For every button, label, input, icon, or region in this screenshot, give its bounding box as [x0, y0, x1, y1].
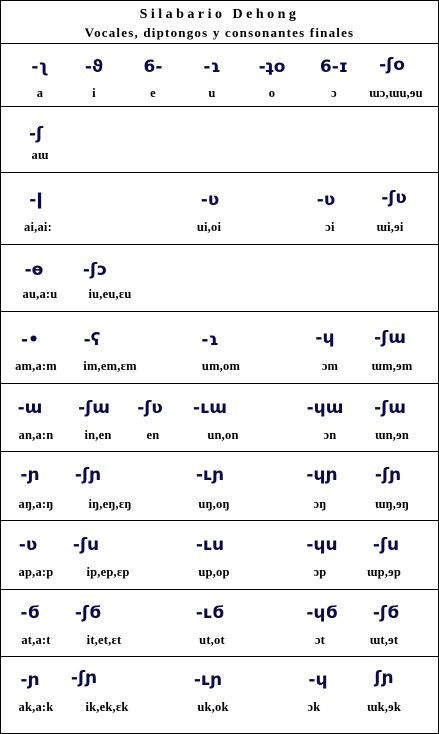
glyph: -ʋ	[18, 535, 38, 555]
row-divider	[0, 172, 439, 173]
glyph: -ɯ	[17, 398, 43, 418]
syllable-label: u	[208, 86, 216, 100]
row-divider	[0, 451, 439, 452]
syllable-label: o	[268, 86, 276, 100]
glyph: -ʃɲ	[374, 465, 402, 485]
glyph: 6-ɪ	[319, 57, 349, 77]
header	[1, 1, 438, 43]
glyph: -ʋ	[316, 190, 336, 210]
glyph: -ʟɲ	[195, 465, 225, 485]
syllable-label: up,op	[198, 565, 230, 579]
syllable-label: ut,ot	[199, 633, 225, 647]
syllable-label: ap,a:p	[18, 565, 54, 579]
glyph: -ɵ	[24, 260, 44, 280]
syllable-label: im,em,ɛm	[83, 359, 137, 373]
glyph: -ʃɔ	[82, 260, 108, 280]
glyph: -ʅ	[31, 57, 49, 77]
glyph: -ʃɲ	[70, 668, 98, 688]
syllable-label: ai,ai:	[24, 220, 52, 234]
glyph: -ʟɲ	[193, 670, 223, 690]
syllable-label: in,en	[84, 428, 112, 442]
syllable-label: ɔt	[314, 633, 326, 647]
glyph: 6-	[143, 57, 163, 77]
glyph: -ɲ	[20, 465, 40, 485]
glyph: -ʃo	[379, 55, 405, 75]
glyph: -ɥɲ	[306, 465, 338, 485]
glyph: -ʟϭ	[195, 603, 225, 623]
syllable-label: ɔk	[307, 700, 321, 714]
glyph: -ǀ	[29, 190, 43, 210]
syllable-label: ɔp	[313, 565, 327, 579]
syllable-label: i	[92, 86, 96, 100]
glyph: -ʃϭ	[372, 603, 400, 623]
glyph: -ʇo	[258, 57, 286, 77]
syllable-label: au,a:u	[22, 287, 58, 301]
glyph: -ʃɯ	[374, 328, 406, 348]
glyph: -ʟu	[195, 535, 225, 555]
syllable-label: ɯɔ,ɯu,ɘu	[369, 86, 423, 100]
syllable-label: at,a:t	[21, 633, 51, 647]
syllable-label: ik,ek,ɛk	[85, 700, 129, 714]
syllable-label: ɯm,ɘm	[371, 359, 413, 373]
glyph: -ɥϭ	[306, 603, 338, 623]
row-divider	[0, 311, 439, 312]
glyph: -ʋ	[200, 190, 220, 210]
page-title: Silabario Dehong	[139, 7, 300, 22]
syllable-label: ɔm	[321, 359, 339, 373]
glyph: -ɥu	[306, 535, 338, 555]
row-divider	[0, 106, 439, 107]
syllable-label: uk,ok	[197, 700, 229, 714]
syllable-label: aŋ,a:ŋ	[18, 497, 54, 511]
syllable-label: ɔŋ	[313, 497, 327, 511]
syllable-label: ui,oi	[196, 220, 222, 234]
syllable-label: ɯt,ɘt	[369, 633, 399, 647]
divider	[0, 43, 439, 44]
syllable-label: aɯ	[31, 148, 49, 162]
glyph: -ʃʋ	[381, 188, 407, 208]
syllable-label: um,om	[201, 359, 241, 373]
row-divider	[0, 383, 439, 384]
glyph: -ʃu	[72, 535, 100, 555]
glyph: -ϭ	[20, 603, 40, 623]
syllable-label: am,a:m	[15, 359, 57, 373]
syllable-label: e	[150, 86, 156, 100]
glyph: -ɥ	[308, 670, 328, 690]
syllable-label: un,on	[207, 428, 239, 442]
glyph: -ʕ	[83, 330, 101, 350]
glyph: -ɿ	[201, 330, 219, 350]
syllable-label: ip,ep,ɛp	[86, 565, 130, 579]
syllable-label: ɔn	[323, 428, 337, 442]
glyph: -•	[21, 330, 39, 350]
syllable-label: iŋ,eŋ,ɛŋ	[88, 497, 132, 511]
syllable-label: ɯk,ɘk	[367, 700, 401, 714]
syllable-label: ɯŋ,ɘŋ	[375, 497, 409, 511]
row-divider	[0, 656, 439, 657]
glyph: -ɥ	[315, 328, 335, 348]
glyph: -ʃϭ	[74, 603, 102, 623]
syllable-label: an,a:n	[18, 428, 54, 442]
glyph: -ϑ	[84, 57, 104, 77]
glyph: -ʃ	[28, 124, 44, 144]
row-divider	[0, 520, 439, 521]
glyph: -ɿ	[203, 57, 221, 77]
glyph: -ʃɯ	[78, 398, 110, 418]
syllable-label: ɔi	[325, 220, 335, 234]
syllable-label: a	[36, 86, 44, 100]
syllable-label: it,et,ɛt	[86, 633, 122, 647]
glyph: -ʃɲ	[74, 465, 102, 485]
row-divider	[0, 244, 439, 245]
glyph: -ʃʋ	[137, 398, 163, 418]
glyph: -ʃu	[372, 535, 400, 555]
syllable-label: ak,a:k	[18, 700, 54, 714]
glyph: -ɲ	[20, 670, 40, 690]
syllable-label: uŋ,oŋ	[198, 497, 230, 511]
syllable-label: ɯn,ɘn	[375, 428, 409, 442]
syllable-label: en	[146, 428, 160, 442]
glyph: -ɥɯ	[306, 398, 344, 418]
syllable-label: iu,eu,ɛu	[88, 287, 132, 301]
syllable-label: ɯp,ɘp	[367, 565, 401, 579]
glyph: ʃɲ	[374, 668, 394, 688]
glyph: -ʃɯ	[374, 398, 406, 418]
row-divider	[0, 589, 439, 590]
syllable-label: ɯi,ɘi	[376, 220, 404, 234]
glyph: -ʟɯ	[193, 398, 227, 418]
page-subtitle: Vocales, diptongos y consonantes finales	[84, 25, 355, 40]
syllable-label: ɔ	[331, 86, 337, 100]
